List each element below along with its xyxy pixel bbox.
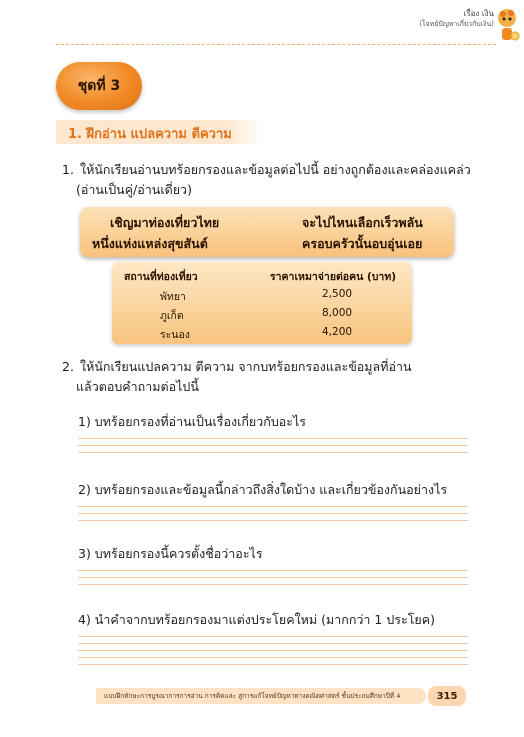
subquestion-3: 3) บทร้อยกรองนี้ควรตั้งชื่อว่าอะไร — [78, 546, 263, 561]
header-divider — [56, 44, 496, 45]
answer-lines-2[interactable] — [78, 506, 468, 527]
section-heading — [56, 120, 266, 144]
question-2-line1: ให้นักเรียนแปลความ ตีความ จากบทร้อยกรองและข้อมูลที่อ่าน — [79, 359, 412, 374]
poem-line-1: เชิญมาท่องเที่ยวไทย — [110, 215, 220, 230]
mascot-icon — [494, 6, 520, 46]
subquestion-1: 1) บทร้อยกรองที่อ่านเป็นเรื่องเกี่ยวกับอะไร — [78, 414, 306, 429]
page-header — [419, 8, 494, 29]
section-title: 1. ฝึกอ่าน แปลความ ตีความ — [68, 127, 232, 142]
subquestion-4: 4) นำคำจากบทร้อยกรองมาแต่งประโยคใหม่ (มากกว่า 1 ประโยค) — [78, 612, 435, 627]
page-number-badge — [428, 686, 466, 706]
question-1 — [62, 160, 482, 200]
page-footer — [96, 688, 426, 704]
question-2-number: 2. — [62, 359, 74, 374]
answer-lines-1[interactable] — [78, 438, 468, 459]
footer-text: แบบฝึกทักษะการบูรณาการการอ่าน การคิดและ สู่การแก้โจทย์ปัญหาทางคณิตศาสตร์ ชั้นประถมศึกษาปีที่ 4 — [104, 692, 401, 700]
poem-line-4: ครอบครัวนั้นอบอุ่นเอย — [302, 236, 423, 251]
poem-box — [80, 207, 454, 257]
table-cell-price: 8,000 — [322, 307, 353, 319]
subquestion-2: 2) บทร้อยกรองและข้อมูลนี้กล่าวถึงสิ่งใดบ้าง และเกี่ยวข้องกันอย่างไร — [78, 482, 448, 497]
poem-line-3: หนึ่งแห่งแหล่งสุขสันต์ — [92, 236, 208, 251]
page-number: 315 — [436, 690, 458, 702]
set-label: ชุดที่ 3 — [77, 78, 121, 94]
table-cell-price: 4,200 — [322, 326, 353, 338]
question-2 — [62, 357, 482, 397]
set-badge — [56, 62, 142, 110]
question-1-line1: ให้นักเรียนอ่านบทร้อยกรองและข้อมูลต่อไปนี้ อย่างถูกต้องและคล่องแคล่ว — [79, 162, 471, 177]
answer-lines-3[interactable] — [78, 570, 468, 591]
poem-line-2: จะไปไหนเลือกเร็วพลัน — [302, 215, 423, 230]
price-table — [112, 262, 412, 344]
table-cell-price: 2,500 — [322, 288, 353, 300]
question-2-line2: แล้วตอบคำถามต่อไปนี้ — [76, 379, 199, 394]
question-1-line2: (อ่านเป็นคู่/อ่านเดี่ยว) — [76, 182, 192, 197]
table-cell-place: ระนอง — [160, 329, 190, 341]
table-cell-place: พัทยา — [160, 291, 186, 303]
question-1-number: 1. — [62, 162, 74, 177]
table-cell-place: ภูเก็ต — [160, 310, 184, 322]
table-header-price: ราคาเหมาจ่ายต่อคน (บาท) — [270, 271, 397, 283]
header-subtopic: (โจทย์ปัญหาเกี่ยวกับเงิน) — [419, 20, 494, 28]
header-topic: เรื่อง เงิน — [463, 9, 494, 18]
answer-lines-4[interactable] — [78, 636, 468, 671]
table-header-place: สถานที่ท่องเที่ยว — [124, 271, 198, 283]
